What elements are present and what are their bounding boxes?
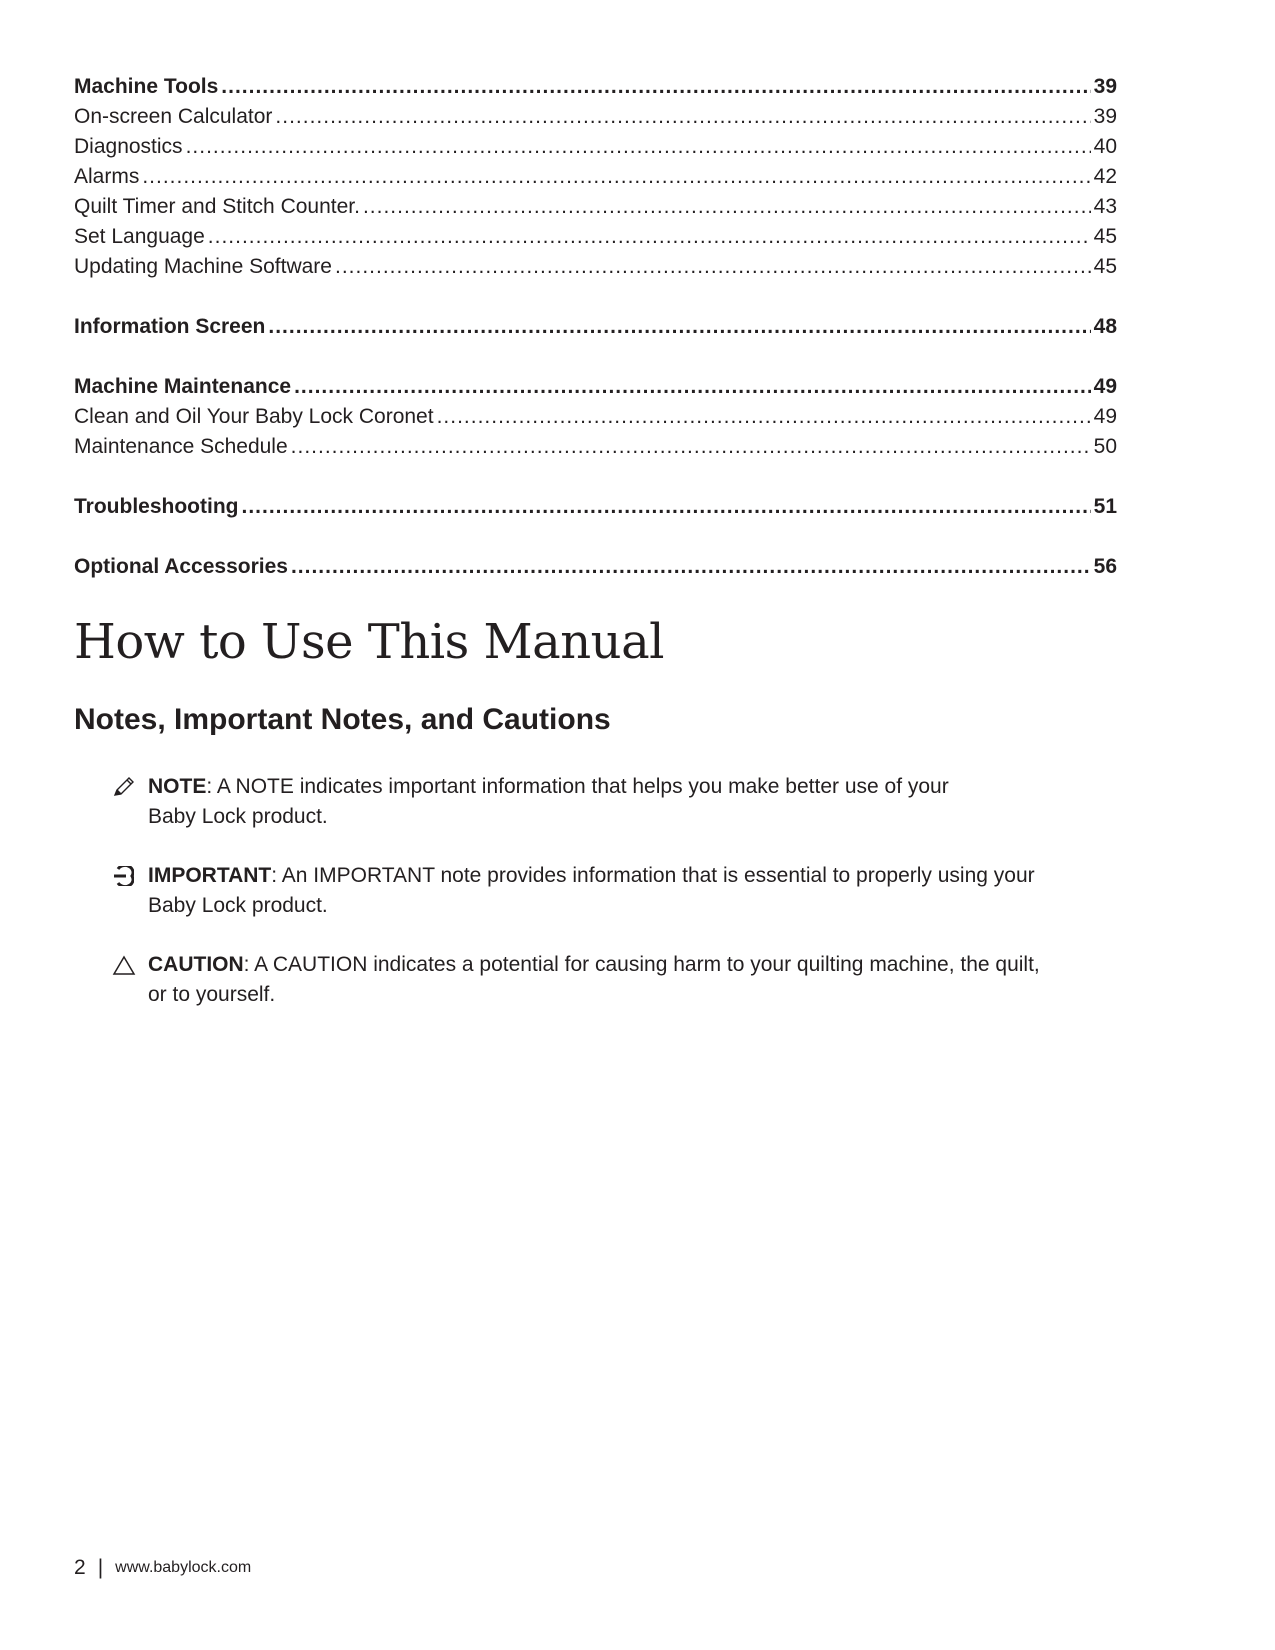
toc-leader-dots	[142, 162, 1090, 192]
caution-body-continued: or to yourself.	[148, 983, 276, 1006]
important-label: IMPORTANT	[148, 864, 272, 887]
important-body: : An IMPORTANT note provides information that is essential to properly using your	[271, 864, 1035, 887]
note-item	[112, 861, 1122, 921]
toc-leader-dots	[221, 72, 1090, 102]
toc-group-troubleshooting	[74, 492, 1117, 522]
page-footer	[74, 1555, 251, 1581]
toc-entry[interactable]	[74, 222, 1117, 252]
toc-entry-title: Quilt Timer and Stitch Counter.	[74, 195, 360, 218]
toc-entry[interactable]	[74, 402, 1117, 432]
caution-label: CAUTION	[148, 953, 244, 976]
toc-leader-dots	[275, 102, 1090, 132]
section-title: How to Use This Manual	[74, 614, 665, 670]
toc-entry-page: 43	[1093, 195, 1117, 218]
toc-entry[interactable]	[74, 132, 1117, 162]
toc-entry-page: 56	[1093, 555, 1117, 578]
notes-list	[112, 772, 1122, 1039]
toc-entry-page: 45	[1093, 255, 1117, 278]
toc-entry[interactable]	[74, 102, 1117, 132]
toc-entry-major[interactable]	[74, 72, 1117, 102]
toc-entry-title: Diagnostics	[74, 135, 183, 158]
toc-leader-dots	[335, 252, 1091, 282]
toc-entry-page: 42	[1093, 165, 1117, 188]
note-item	[112, 950, 1122, 1010]
arrow-right-icon	[112, 861, 148, 891]
toc-entry-title: Updating Machine Software	[74, 255, 332, 278]
footer-separator: |	[97, 1556, 104, 1579]
toc-entry-title: Optional Accessories	[74, 555, 288, 578]
warning-triangle-icon	[112, 950, 148, 980]
toc-leader-dots	[268, 312, 1090, 342]
toc-group-machine-tools	[74, 72, 1117, 282]
table-of-contents	[74, 72, 1117, 612]
toc-entry[interactable]	[74, 162, 1117, 192]
toc-entry-page: 39	[1093, 105, 1117, 128]
subsection-title: Notes, Important Notes, and Cautions	[74, 703, 611, 736]
toc-entry-page: 45	[1093, 225, 1117, 248]
toc-entry[interactable]	[74, 252, 1117, 282]
toc-leader-dots	[241, 492, 1090, 522]
toc-entry-page: 50	[1093, 435, 1117, 458]
toc-entry-major[interactable]	[74, 492, 1117, 522]
toc-entry-title: Set Language	[74, 225, 205, 248]
caution-body: : A CAUTION indicates a potential for causing harm to your quilting machine, the quilt,	[243, 953, 1040, 976]
toc-group-information-screen	[74, 312, 1117, 342]
toc-leader-dots	[208, 222, 1091, 252]
toc-group-optional-accessories	[74, 552, 1117, 582]
toc-leader-dots	[437, 402, 1091, 432]
toc-leader-dots	[363, 192, 1091, 222]
toc-entry-major[interactable]	[74, 552, 1117, 582]
important-body-continued: Baby Lock product.	[148, 894, 328, 917]
toc-entry-title: Machine Maintenance	[74, 375, 292, 398]
footer-url-link[interactable]: www.babylock.com	[115, 1559, 252, 1576]
page-number: 2	[74, 1556, 86, 1579]
toc-entry[interactable]	[74, 432, 1117, 462]
toc-leader-dots	[291, 552, 1091, 582]
note-body: : A NOTE indicates important information that helps you make better use of your	[206, 775, 949, 798]
toc-entry-page: 39	[1093, 75, 1117, 98]
pencil-icon	[112, 772, 148, 802]
toc-leader-dots	[186, 132, 1091, 162]
note-label: NOTE	[148, 775, 207, 798]
note-item	[112, 772, 1122, 832]
toc-entry-page: 49	[1093, 375, 1117, 398]
toc-entry-title: On-screen Calculator	[74, 105, 273, 128]
toc-leader-dots	[294, 372, 1091, 402]
toc-entry-title: Alarms	[74, 165, 140, 188]
toc-entry-page: 48	[1093, 315, 1117, 338]
toc-entry-title: Machine Tools	[74, 75, 219, 98]
toc-leader-dots	[291, 432, 1091, 462]
toc-entry-page: 49	[1093, 405, 1117, 428]
toc-entry[interactable]	[74, 192, 1117, 222]
toc-entry-major[interactable]	[74, 372, 1117, 402]
toc-entry-major[interactable]	[74, 312, 1117, 342]
toc-entry-title: Maintenance Schedule	[74, 435, 288, 458]
toc-entry-page: 40	[1093, 135, 1117, 158]
toc-entry-title: Clean and Oil Your Baby Lock Coronet	[74, 405, 434, 428]
note-body-continued: Baby Lock product.	[148, 805, 328, 828]
toc-entry-title: Troubleshooting	[74, 495, 239, 518]
toc-entry-page: 51	[1093, 495, 1117, 518]
toc-group-machine-maintenance	[74, 372, 1117, 462]
toc-entry-title: Information Screen	[74, 315, 266, 338]
